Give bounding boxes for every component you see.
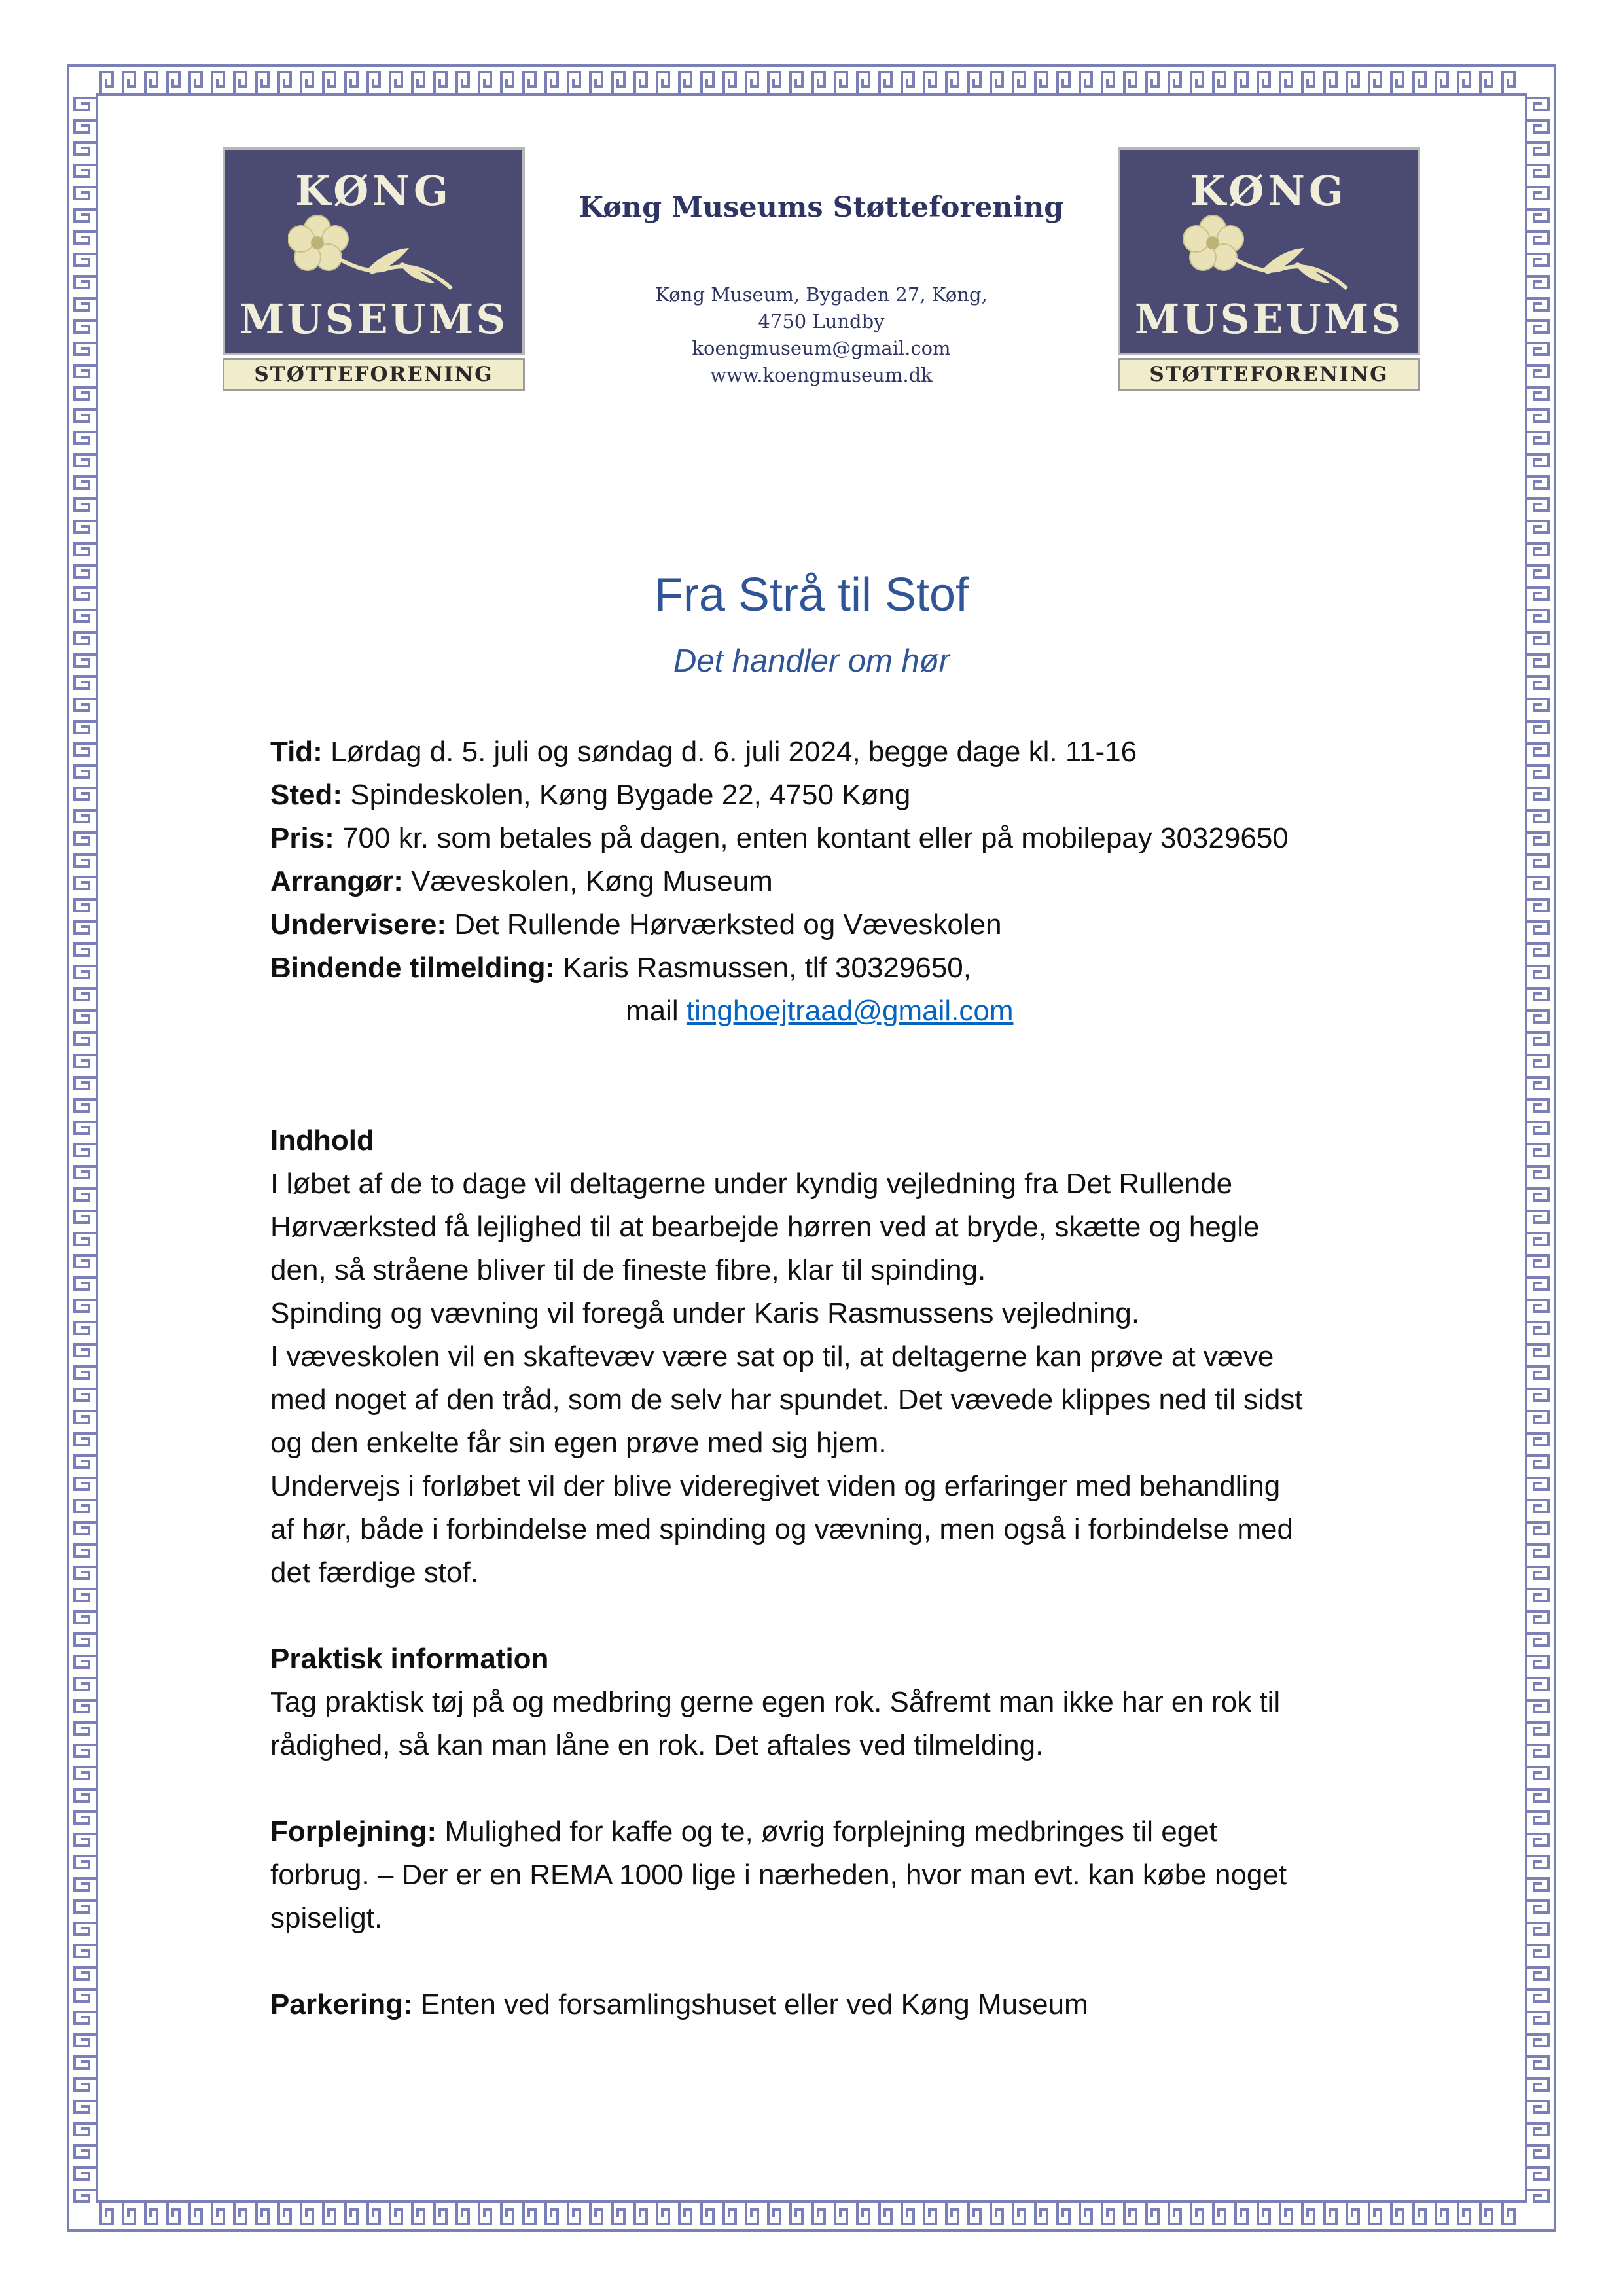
detail-label: Sted: [270,779,342,811]
parkering [270,1983,1383,2026]
org-name: Køng Museums Støtteforening [579,191,1064,224]
flower-icon [288,210,465,295]
detail-value: Væveskolen, Køng Museum [402,865,773,897]
email-link[interactable]: tinghoejtraad@gmail.com [686,995,1014,1027]
detail-organizer [270,860,1383,903]
logo-word-bottom: MUSEUMS [1134,295,1404,343]
section-heading-praktisk: Praktisk information [270,1643,549,1675]
forplejning-label: Forplejning: [270,1816,437,1848]
page-title: Fra Strå til Stof [654,569,969,621]
praktisk-text [270,1681,1383,1767]
paragraph-line: I væveskolen vil en skaftevæv være sat op til, at deltagerne kan prøve at væve [270,1340,1274,1372]
paragraph-line: rådighed, så kan man låne en rok. Det aftales ved tilmelding. [270,1729,1044,1761]
forplejning-first-line [270,1810,1383,1854]
paragraph-line: I løbet af de to dage vil deltagerne under kyndig vejledning fra Det Rullende [270,1168,1233,1200]
org-website: www.koengmuseum.dk [710,364,933,386]
detail-place [270,774,1383,817]
detail-time [270,730,1383,774]
indhold-text [270,1162,1383,1594]
logo-left [223,147,525,391]
document-body [270,730,1383,2026]
logo-box [1118,147,1420,355]
registration-mail [270,990,1383,1033]
logo-banner: STØTTEFORENING [223,358,525,391]
paragraph-line: med noget af den tråd, som de selv har spundet. Det vævede klippes ned til sidst [270,1384,1303,1416]
logo-word-top: KØNG [295,167,452,215]
paragraph-line: og den enkelte får sin egen prøve med sig hjem. [270,1427,887,1459]
paragraph-line: det færdige stof. [270,1556,478,1588]
detail-value: 700 kr. som betales på dagen, enten kontant eller på mobilepay 30329650 [334,822,1289,854]
address-line: Køng Museum, Bygaden 27, Køng, [655,283,988,306]
org-address [525,281,1118,389]
detail-value: Lørdag d. 5. juli og søndag d. 6. juli 2024, begge dage kl. 11-16 [322,736,1137,768]
detail-label: Pris: [270,822,334,854]
paragraph-line: Tag praktisk tøj på og medbring gerne egen rok. Såfremt man ikke har en rok til [270,1686,1281,1718]
logo-right [1118,147,1420,391]
detail-price [270,817,1383,860]
paragraph-line: den, så stråene bliver til de fineste fibre, klar til spinding. [270,1254,986,1286]
paragraph-line: Hørværksted få lejlighed til at bearbejde hørren ved at bryde, skætte og hegle [270,1211,1260,1243]
forplejning-text [270,1854,1383,1940]
detail-label: Undervisere: [270,908,447,941]
detail-registration [270,946,1383,990]
detail-value: Det Rullende Hørværksted og Væveskolen [446,908,1002,941]
parkering-value: Enten ved forsamlingshuset eller ved Køng Museum [412,1988,1088,2020]
logo-box [223,147,525,355]
paragraph-line: Undervejs i forløbet vil der blive videregivet viden og erfaringer med behandling [270,1470,1281,1502]
page-subtitle: Det handler om hør [673,643,950,679]
detail-label: Bindende tilmelding: [270,952,556,984]
paragraph-line: forbrug. – Der er en REMA 1000 lige i nærheden, hvor man evt. kan købe noget [270,1859,1287,1891]
detail-label: Arrangør: [270,865,403,897]
forplejning-value: Mulighed for kaffe og te, øvrig forplejning medbringes til eget [437,1816,1217,1848]
logo-word-bottom: MUSEUMS [239,295,508,343]
paragraph-line: Spinding og vævning vil foregå under Karis Rasmussens vejledning. [270,1297,1140,1329]
section-heading-indhold: Indhold [270,1124,374,1157]
address-line: 4750 Lundby [758,310,885,332]
logo-word-top: KØNG [1190,167,1347,215]
paragraph-line: spiseligt. [270,1902,383,1934]
org-email: koengmuseum@gmail.com [692,337,951,359]
flower-icon [1183,210,1360,295]
mail-prefix: mail [626,995,687,1027]
parkering-label: Parkering: [270,1988,413,2020]
logo-banner: STØTTEFORENING [1118,358,1420,391]
paragraph-line: af hør, både i forbindelse med spinding og vævning, men også i forbindelse med [270,1513,1293,1545]
detail-label: Tid: [270,736,323,768]
detail-value: Karis Rasmussen, tlf 30329650, [555,952,972,984]
detail-value: Spindeskolen, Køng Bygade 22, 4750 Køng [342,779,911,811]
detail-teachers [270,903,1383,946]
